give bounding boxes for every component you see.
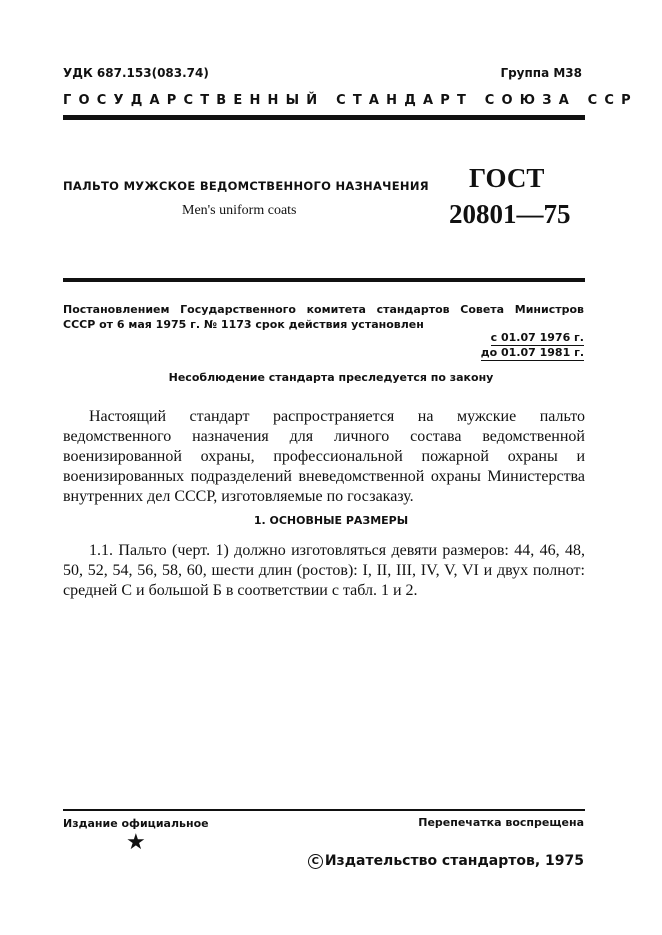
effective-date-from	[491, 331, 584, 344]
legal-warning: Несоблюдение стандарта преследуется по закону	[168, 371, 494, 384]
group-code: Группа М38	[500, 66, 582, 80]
decree-text	[63, 302, 584, 332]
effective-date-to: до 01.07 1981 г.	[480, 346, 584, 359]
intro-paragraph-first-line: Настоящий стандарт распространяется на мужские пальто	[89, 408, 585, 425]
intro-paragraph-body: ведомственного назначения для личного состава ведомственной военизированной охраны, профессиональной пожарной охраны и военизированных подразделений вневедомственной охраны Министерства внутренних дел СССР, изготовляемые по госзаказу.	[63, 428, 585, 505]
top-rule	[63, 115, 585, 120]
middle-rule	[63, 278, 585, 282]
bottom-rule	[63, 809, 585, 811]
udk-code: УДК 687.153(083.74)	[63, 66, 209, 80]
copyright-icon: С	[308, 854, 323, 869]
publisher-line	[308, 853, 584, 869]
gost-number: 20801—75	[449, 199, 571, 229]
effective-date-from-text: с 01.07 1976 г.	[490, 331, 584, 344]
state-standard-banner: ГОСУДАРСТВЕННЫЙ СТАНДАРТ СОЮЗА ССР	[63, 93, 638, 108]
star-icon: ★	[126, 830, 146, 855]
decree-line-2: СССР от 6 мая 1975 г. № 1173 срок действия установлен	[63, 318, 424, 331]
publisher-text: Издательство стандартов, 1975	[324, 853, 584, 869]
document-title-ru: ПАЛЬТО МУЖСКОЕ ВЕДОМСТВЕННОГО НАЗНАЧЕНИЯ	[63, 179, 429, 193]
gost-label: ГОСТ	[469, 163, 545, 193]
decree-line-1: Постановлением Государственного комитета стандартов Совета Министров	[63, 303, 584, 316]
section-heading: 1. ОСНОВНЫЕ РАЗМЕРЫ	[253, 514, 409, 527]
no-reprint-label: Перепечатка воспрещена	[418, 816, 584, 829]
official-edition-label: Издание официальное	[63, 817, 209, 830]
document-title-en: Men's uniform coats	[182, 203, 297, 218]
section-paragraph: 1.1. Пальто (черт. 1) должно изготовляться девяти размеров: 44, 46, 48, 50, 52, 54, 56, 58, 60, шести длин (ростов): I, II, III, IV, V, VI и двух полнот: средней С и большой Б в соответствии с табл. 1 и 2.	[63, 542, 585, 599]
